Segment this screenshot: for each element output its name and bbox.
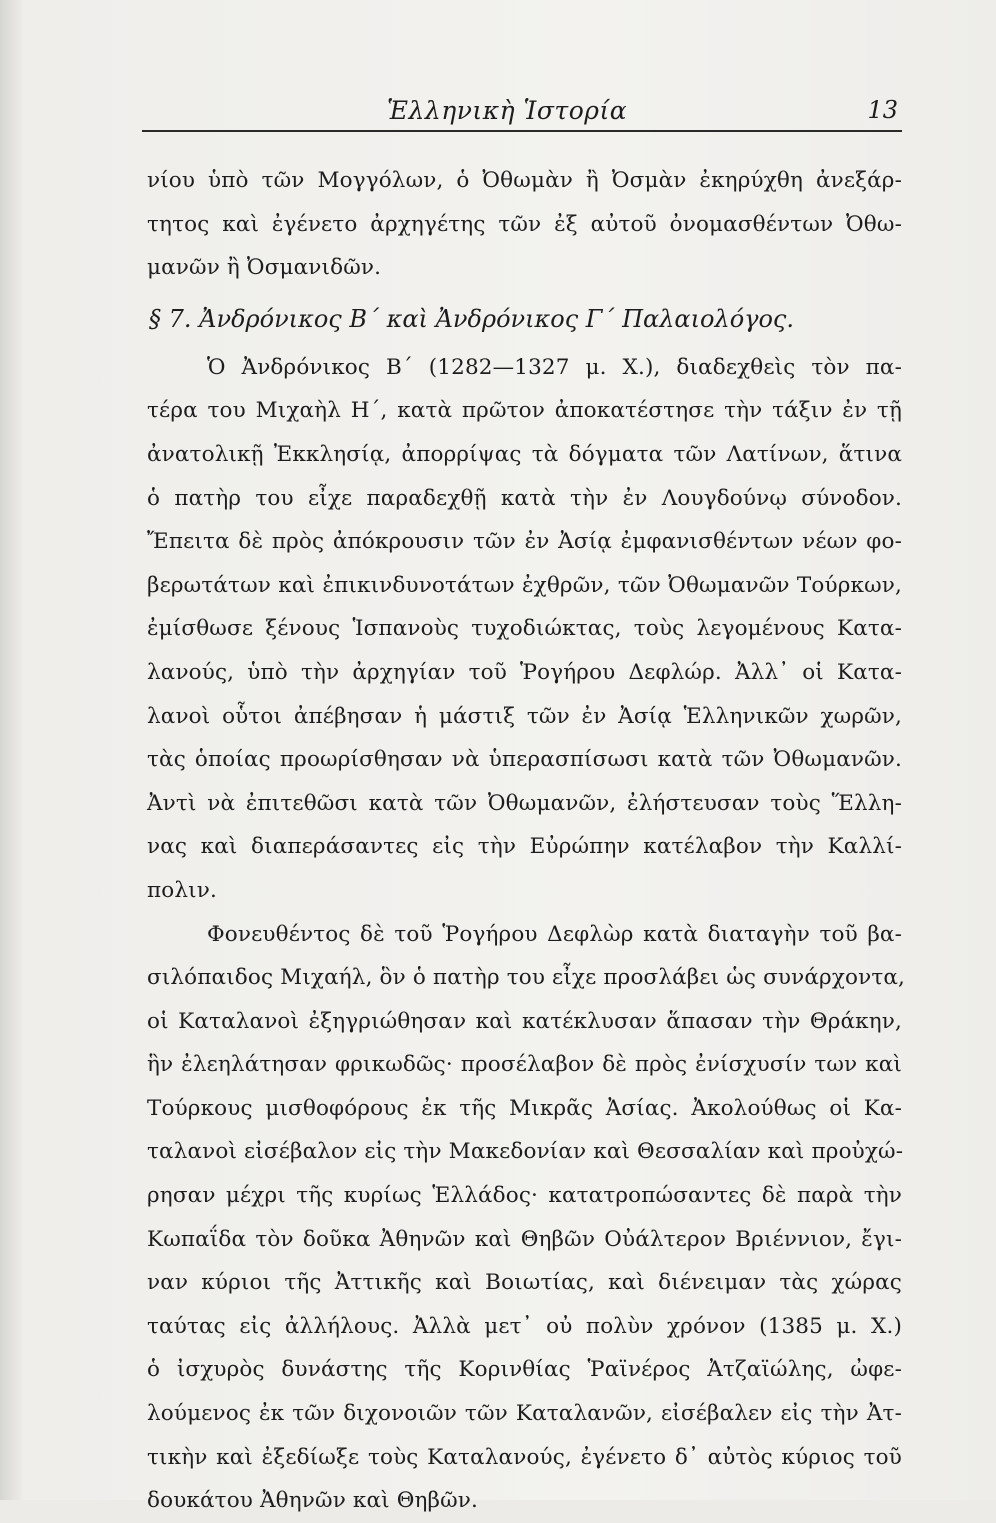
- text-line: λούμενος ἐκ τῶν διχονοιῶν τῶν Καταλανῶν, εἰσέβαλεν εἰς τὴν Ἀτ-: [147, 1401, 902, 1427]
- text-line: ἐμίσθωσε ξένους Ἱσπανοὺς τυχοδιώκτας, τοὺς λεγομένους Κατα-: [147, 616, 902, 642]
- text-line: οἱ Καταλανοὶ ἐξηγριώθησαν καὶ κατέκλυσαν ἅπασαν τὴν Θράκην,: [147, 1008, 902, 1034]
- text-line: σιλόπαιδος Μιχαήλ, ὃν ὁ πατὴρ του εἶχε προσλάβει ὡς συνάρχοντα,: [147, 965, 906, 991]
- text-line: τητος καὶ ἐγένετο ἀρχηγέτης τῶν ἐξ αὐτοῦ ὀνομασθέντων Ὀθω-: [147, 211, 902, 237]
- running-title: Ἑλληνικὴ Ἱστορία: [387, 96, 628, 125]
- page-number: 13: [867, 96, 898, 124]
- paragraph-3: [147, 913, 906, 1523]
- text-line: ναν κύριοι τῆς Ἀττικῆς καὶ Βοιωτίας, καὶ διένειμαν τὰς χώρας: [147, 1270, 902, 1296]
- text-line: δουκάτου Ἀθηνῶν καὶ Θηβῶν.: [147, 1488, 479, 1514]
- text-line: λανούς, ὑπὸ τὴν ἀρχηγίαν τοῦ Ῥογήρου Δεφλώρ. Ἀλλ᾽ οἱ Κατα-: [147, 659, 902, 685]
- text-line: ὁ πατὴρ του εἶχε παραδεχθῇ κατὰ τὴν ἐν Λουγδούνῳ σύνοδον.: [147, 485, 902, 511]
- text-line: ἣν ἐλεηλάτησαν φρικωδῶς· προσέλαβον δὲ πρὸς ἐνίσχυσίν των καὶ: [147, 1052, 902, 1078]
- text-line: τέρα του Μιχαὴλ Η΄, κατὰ πρῶτον ἀποκατέστησε τὴν τάξιν ἐν τῇ: [147, 398, 902, 424]
- text-line: τὰς ὁποίας προωρίσθησαν νὰ ὑπερασπίσωσι κατὰ τῶν Ὀθωμανῶν.: [147, 747, 902, 773]
- text-line: Φονευθέντος δὲ τοῦ Ῥογήρου Δεφλὼρ κατὰ διαταγὴν τοῦ βα-: [207, 921, 902, 947]
- text-line: ρησαν μέχρι τῆς κυρίως Ἑλλάδος· κατατροπώσαντες δὲ παρὰ τὴν: [147, 1183, 902, 1209]
- text-line: Ὁ Ἀνδρόνικος Β΄ (1282—1327 μ. Χ.), διαδεχθεὶς τὸν πα-: [207, 354, 902, 380]
- text-line: τικὴν καὶ ἐξεδίωξε τοὺς Καταλανούς, ἐγένετο δ᾽ αὐτὸς κύριος τοῦ: [147, 1444, 902, 1470]
- text-line: ὁ ἰσχυρὸς δυνάστης τῆς Κορινθίας Ῥαϊνέρος Ἀτζαϊώλης, ὠφε-: [147, 1357, 902, 1383]
- section-heading: § 7. Ἀνδρόνικος Β΄ καὶ Ἀνδρόνικος Γ΄ Παλαιολόγος.: [149, 304, 794, 333]
- header-rule: [142, 130, 902, 132]
- text-line: Ἀντὶ νὰ ἐπιτεθῶσι κατὰ τῶν Ὀθωμανῶν, ἐλήστευσαν τοὺς Ἕλλη-: [147, 790, 902, 816]
- paragraph-1: [147, 159, 902, 290]
- text-line: βερωτάτων καὶ ἐπικινδυνοτάτων ἐχθρῶν, τῶν Ὀθωμανῶν Τούρκων,: [147, 572, 902, 598]
- text-line: πολιν.: [147, 877, 217, 903]
- paragraph-2: [147, 346, 902, 913]
- text-line: λανοὶ οὗτοι ἀπέβησαν ἡ μάστιξ τῶν ἐν Ἀσίᾳ Ἑλληνικῶν χωρῶν,: [147, 703, 902, 729]
- text-line: ἀνατολικῇ Ἐκκλησίᾳ, ἀπορρίψας τὰ δόγματα τῶν Λατίνων, ἅτινα: [147, 441, 902, 467]
- text-line: νας καὶ διαπεράσαντες εἰς τὴν Εὐρώπην κατέλαβον τὴν Καλλί-: [147, 834, 902, 860]
- text-line: Τούρκους μισθοφόρους ἐκ τῆς Μικρᾶς Ἀσίας. Ἀκολούθως οἱ Κα-: [147, 1095, 902, 1121]
- text-line: ταλανοὶ εἰσέβαλον εἰς τὴν Μακεδονίαν καὶ Θεσσαλίαν καὶ προὐχώ-: [147, 1139, 904, 1165]
- text-line: Κωπαΐδα τὸν δοῦκα Ἀθηνῶν καὶ Θηβῶν Οὐάλτερον Βριέννιον, ἔγι-: [147, 1226, 902, 1252]
- text-line: μανῶν ἢ Ὀσμανιδῶν.: [147, 255, 382, 281]
- text-line: ταύτας εἰς ἀλλήλους. Ἀλλὰ μετ᾽ οὐ πολὺν χρόνον (1385 μ. Χ.): [147, 1313, 902, 1339]
- page-header: [142, 92, 902, 132]
- body-text: [147, 159, 906, 1523]
- text-line: Ἔπειτα δὲ πρὸς ἀπόκρουσιν τῶν ἐν Ἀσίᾳ ἐμφανισθέντων νέων φο-: [147, 529, 902, 555]
- text-line: νίου ὑπὸ τῶν Μογγόλων, ὁ Ὀθωμὰν ἢ Ὀσμὰν ἐκηρύχθη ἀνεξάρ-: [147, 168, 902, 193]
